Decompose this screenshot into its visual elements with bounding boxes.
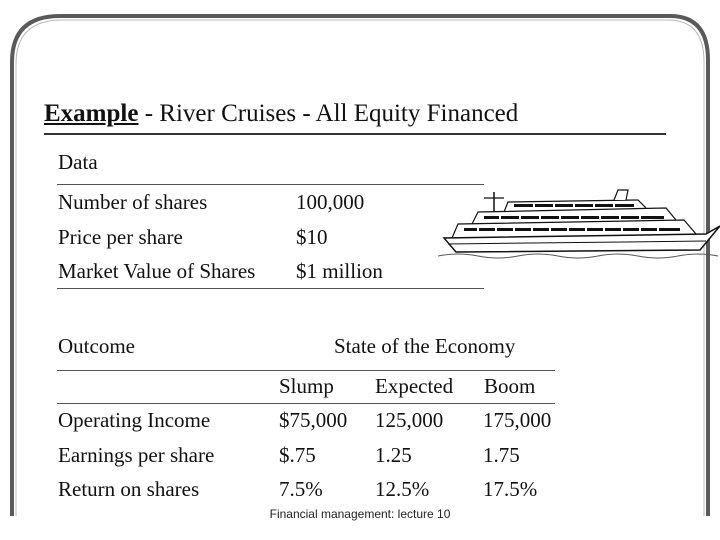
data-divider-bottom bbox=[57, 288, 484, 289]
data-row-value: 100,000 bbox=[296, 190, 365, 214]
outcome-heading: Outcome bbox=[58, 334, 135, 358]
data-row-value: $1 million bbox=[296, 259, 383, 283]
cruise-ship-icon bbox=[438, 188, 720, 264]
outcome-cell: 1.75 bbox=[483, 443, 520, 467]
title-text: - River Cruises - All Equity Financed bbox=[138, 100, 519, 127]
title-example: Example bbox=[44, 100, 139, 127]
outcome-row-label: Earnings per share bbox=[58, 443, 215, 467]
outcome-cell: 125,000 bbox=[375, 408, 444, 432]
outcome-cell: 12.5% bbox=[375, 477, 430, 501]
column-header-boom: Boom bbox=[484, 374, 536, 398]
column-header-expected: Expected bbox=[375, 374, 454, 398]
data-row-value: $10 bbox=[296, 225, 328, 249]
outcome-cell: 1.25 bbox=[375, 443, 412, 467]
title-underline bbox=[44, 133, 666, 135]
outcome-divider-mid bbox=[57, 403, 555, 404]
outcome-cell: 17.5% bbox=[483, 477, 538, 501]
data-heading: Data bbox=[58, 150, 98, 174]
outcome-cell: 175,000 bbox=[483, 408, 552, 432]
outcome-row-label: Return on shares bbox=[58, 477, 200, 501]
slide-footer: Financial management: lecture 10 bbox=[269, 507, 451, 521]
outcome-cell: $.75 bbox=[279, 443, 316, 467]
data-divider-top bbox=[57, 184, 484, 185]
slide-title bbox=[44, 100, 518, 128]
outcome-cell: $75,000 bbox=[279, 408, 348, 432]
column-header-slump: Slump bbox=[279, 374, 334, 398]
data-row-label: Price per share bbox=[58, 225, 183, 249]
data-row-label: Number of shares bbox=[58, 190, 208, 214]
outcome-divider-top bbox=[57, 370, 555, 371]
economy-heading: State of the Economy bbox=[334, 334, 516, 358]
outcome-cell: 7.5% bbox=[279, 477, 323, 501]
outcome-row-label: Operating Income bbox=[58, 408, 211, 432]
data-row-label: Market Value of Shares bbox=[58, 259, 256, 283]
